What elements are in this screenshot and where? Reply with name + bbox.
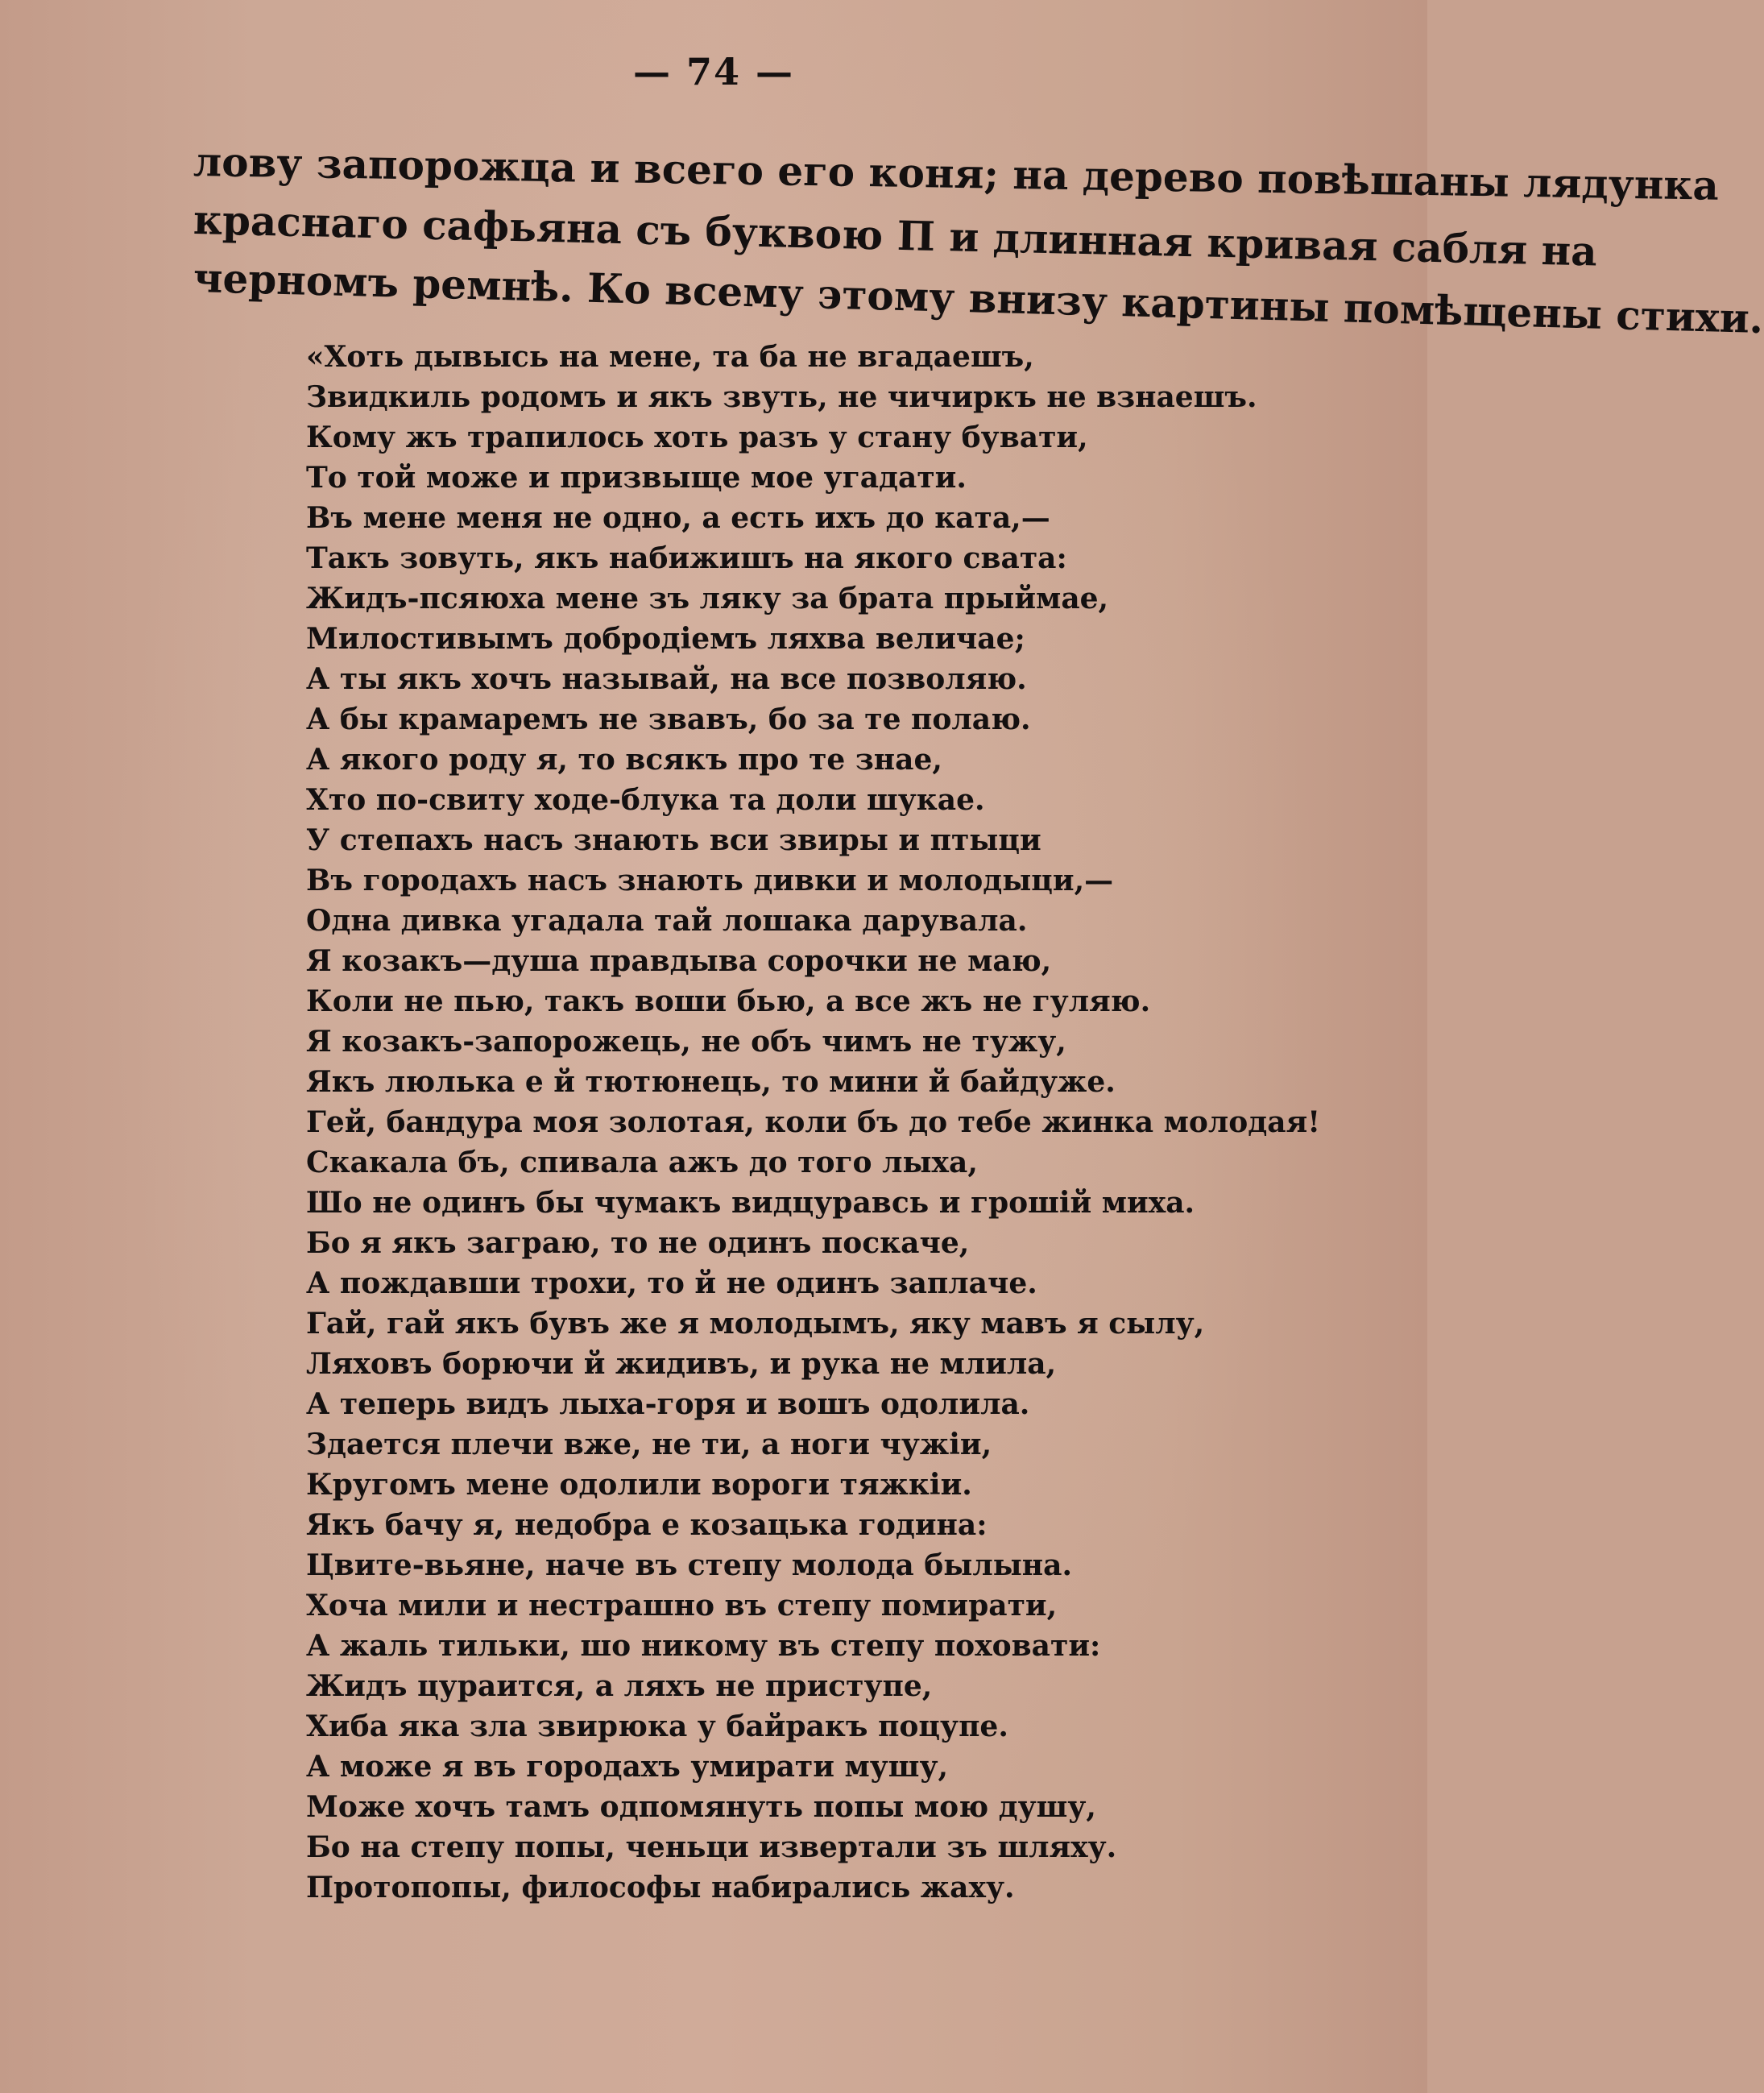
- poem-line: Протопопы, философы набирались жаху.: [306, 1871, 1015, 1904]
- poem-line: Хоча мили и нестрашно въ степу помирати,: [306, 1589, 1058, 1623]
- poem-line: Цвите-вьяне, наче въ степу молода былына.: [306, 1548, 1073, 1582]
- poem-line: А пождавши трохи, то й не одинъ заплаче.: [306, 1266, 1037, 1300]
- poem-line: А ты якъ хочъ называй, на все позволяю.: [306, 662, 1027, 696]
- prose-line: краснаго сафьяна съ буквою П и длинная кривая сабля на: [193, 196, 1598, 276]
- poem-line: Въ мене меня не одно, а есть ихъ до ката,—: [306, 501, 1050, 535]
- poem-line: А якого роду я, то всякъ про те знае,: [306, 743, 942, 777]
- poem-line: У степахъ насъ знають вси звиры и птыци: [306, 823, 1041, 857]
- poem-line: Жидъ цураится, а ляхъ не приступе,: [306, 1669, 933, 1703]
- poem-line: Скакала бъ, спивала ажъ до того лыха,: [306, 1146, 978, 1179]
- poem-verse: [306, 337, 1410, 1908]
- poem-line: То той може и призвыще мое угадати.: [306, 461, 967, 495]
- poem-line: Шо не одинъ бы чумакъ видцуравсь и грошiй миха.: [306, 1186, 1195, 1220]
- poem-line: Ляховъ борючи й жидивъ, и рука не млила,: [306, 1347, 1057, 1381]
- poem-line: А може я въ городахъ умирати мушу,: [306, 1750, 949, 1784]
- poem-line: Въ городахъ насъ знають дивки и молодыци,—: [306, 864, 1114, 897]
- poem-line: Я козакъ—душа правдыва сорочки не маю,: [306, 944, 1052, 978]
- poem-line: Може хочъ тамъ одпомянуть попы мою душу,: [306, 1790, 1096, 1824]
- poem-line: Бо я якъ заграю, то не одинъ поскаче,: [306, 1226, 970, 1260]
- poem-line: Бо на степу попы, ченьци извертали зъ шляху.: [306, 1830, 1117, 1864]
- poem-line: Хиба яка зла звирюка у байракъ поцупе.: [306, 1710, 1008, 1743]
- poem-line: Кругомъ мене одолили вороги тяжкiи.: [306, 1468, 972, 1502]
- prose-paragraph: [193, 133, 1764, 343]
- poem-line: Одна дивка угадала тай лошака дарувала.: [306, 904, 1028, 938]
- poem-line: Звидкиль родомъ и якъ звуть, не чичиркъ не взнаешъ.: [306, 380, 1257, 414]
- poem-line: Здается плечи вже, не ти, а ноги чужiи,: [306, 1428, 992, 1461]
- poem-line: Такъ зовуть, якъ набижишъ на якого свата:: [306, 541, 1067, 575]
- poem-line: А бы крамаремъ не звавъ, бо за те полаю.: [306, 703, 1031, 736]
- poem-line: А теперь видъ лыха-горя и вошъ одолила.: [306, 1387, 1030, 1421]
- poem-line: Гай, гай якъ бувъ же я молодымъ, яку мавъ я сылу,: [306, 1307, 1205, 1341]
- poem-line: Я козакъ-запорожець, не объ чимъ не тужу,: [306, 1025, 1066, 1059]
- poem-line: Гей, бандура моя золотая, коли бъ до тебе жинка молодая!: [306, 1105, 1321, 1139]
- poem-line: Якъ бачу я, недобра е козацька година:: [306, 1508, 988, 1542]
- poem-line: Кому жъ трапилось хоть разъ у стану бувати,: [306, 421, 1088, 454]
- poem-line: «Хоть дывысь на мене, та ба не вгадаешъ,: [306, 340, 1034, 374]
- prose-line: черномъ ремнѣ. Ко всему этому внизу картины помѣщены стихи.: [193, 254, 1764, 343]
- poem-line: Хто по-свиту ходе-блука та доли шукае.: [306, 783, 985, 817]
- poem-line: Коли не пью, такъ воши бью, а все жъ не гуляю.: [306, 984, 1151, 1018]
- page-number: — 74 —: [632, 50, 795, 93]
- poem-line: А жаль тильки, шо никому въ степу поховати:: [306, 1629, 1101, 1663]
- prose-line: лову запорожца и всего его коня; на дерево повѣшаны лядунка: [193, 138, 1720, 209]
- poem-line: Милостивымъ добродiемъ ляхва величае;: [306, 622, 1025, 656]
- poem-line: Жидъ-псяюха мене зъ ляку за брата прыймае,: [306, 582, 1109, 615]
- poem-line: Якъ люлька е й тютюнець, то мини й байдуже.: [306, 1065, 1116, 1099]
